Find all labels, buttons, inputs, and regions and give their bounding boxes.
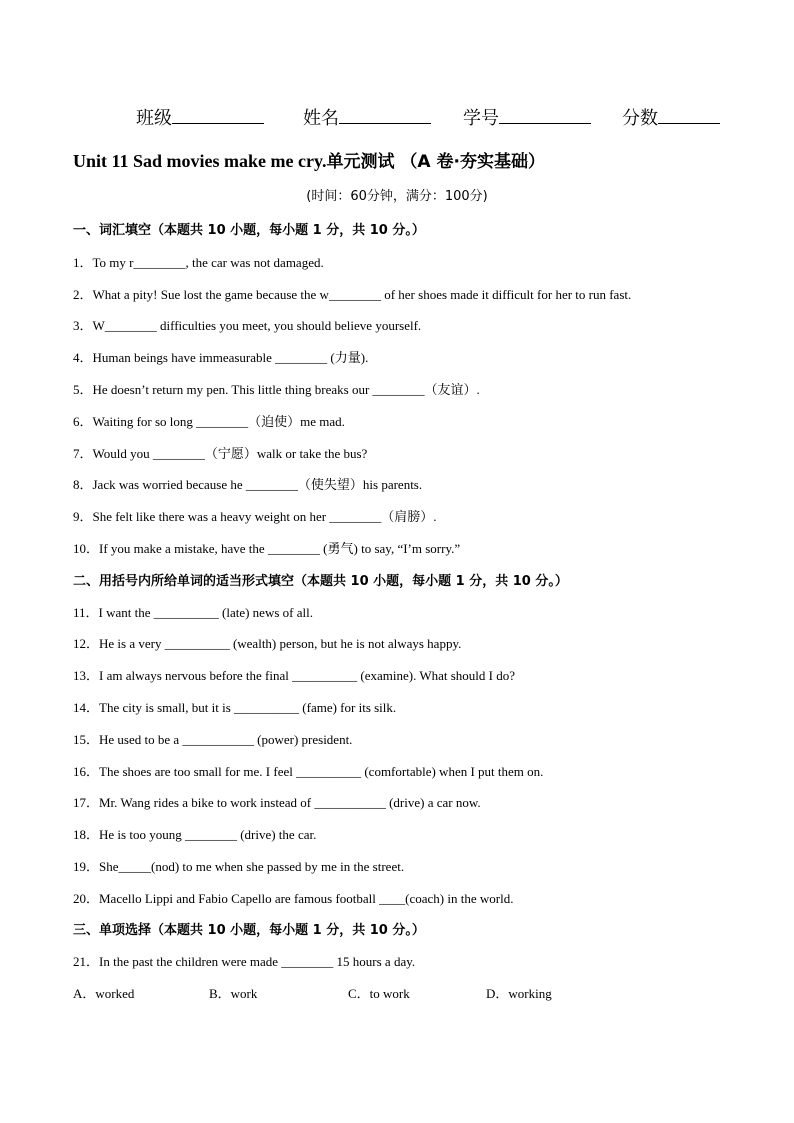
question-13: 13．I am always nervous before the final __________ (examine). What should I do?: [73, 668, 515, 683]
question-10: 10．If you make a mistake, have the ________ (勇气) to say, “I’m sorry.”: [73, 541, 461, 556]
question-1: 1．To my r________, the car was not damaged.: [73, 255, 324, 270]
option-b[interactable]: B．work: [209, 986, 258, 1001]
student-id-field: [463, 104, 591, 130]
student-id-blank[interactable]: [499, 106, 591, 124]
class-field: [136, 104, 264, 130]
section-heading-vocabulary: 一、词汇填空（本题共 10 小题，每小题 1 分，共 10 分。）: [73, 223, 425, 238]
question-17: 17．Mr. Wang rides a bike to work instead of ___________ (drive) a car now.: [73, 795, 481, 810]
section-heading-word-forms: 二、用括号内所给单词的适当形式填空（本题共 10 小题，每小题 1 分，共 10 分。）: [73, 574, 568, 589]
question-9: 9．She felt like there was a heavy weight on her ________（肩膀）.: [73, 509, 437, 524]
question-5: 5．He doesn’t return my pen. This little thing breaks our ________（友谊）.: [73, 382, 480, 397]
score-label: 分数: [622, 108, 658, 129]
question-4: 4．Human beings have immeasurable ________ (力量).: [73, 350, 369, 365]
question-2: 2．What a pity! Sue lost the game because the w________ of her shoes made it difficult for her to run fast.: [73, 287, 632, 302]
title-english: Unit 11 Sad movies make me cry.: [73, 151, 327, 171]
option-c[interactable]: C．to work: [348, 986, 410, 1001]
question-8: 8．Jack was worried because he ________（使失望）his parents.: [73, 477, 423, 492]
section-heading-multiple-choice: 三、单项选择（本题共 10 小题，每小题 1 分，共 10 分。）: [73, 923, 425, 938]
question-3: 3．W________ difficulties you meet, you should believe yourself.: [73, 318, 422, 333]
question-16: 16．The shoes are too small for me. I feel __________ (comfortable) when I put them on.: [73, 764, 544, 779]
class-label: 班级: [136, 108, 172, 129]
question-6: 6．Waiting for so long ________（迫使）me mad.: [73, 414, 345, 429]
question-14: 14．The city is small, but it is __________ (fame) for its silk.: [73, 700, 397, 715]
option-d[interactable]: D．working: [486, 986, 552, 1001]
score-field: [622, 104, 720, 130]
title-chinese: 单元测试 （A 卷·夯实基础）: [326, 152, 545, 172]
name-blank[interactable]: [339, 106, 431, 124]
question-21: 21．In the past the children were made ________ 15 hours a day.: [73, 954, 416, 969]
question-7: 7．Would you ________（宁愿）walk or take the bus?: [73, 446, 368, 461]
name-field: [303, 104, 431, 130]
name-label: 姓名: [303, 108, 339, 129]
option-a[interactable]: A．worked: [73, 986, 135, 1001]
page-title: [73, 147, 545, 172]
question-11: 11．I want the __________ (late) news of all.: [73, 605, 313, 620]
question-12: 12．He is a very __________ (wealth) person, but he is not always happy.: [73, 636, 462, 651]
exam-time-info: (时间：60分钟，满分：100分): [306, 189, 488, 204]
question-18: 18．He is too young ________ (drive) the car.: [73, 827, 317, 842]
question-15: 15．He used to be a ___________ (power) president.: [73, 732, 353, 747]
question-20: 20．Macello Lippi and Fabio Capello are famous football ____(coach) in the world.: [73, 891, 514, 906]
score-blank[interactable]: [658, 106, 720, 124]
student-id-label: 学号: [463, 108, 499, 129]
class-blank[interactable]: [172, 106, 264, 124]
question-19: 19．She_____(nod) to me when she passed by me in the street.: [73, 859, 405, 874]
